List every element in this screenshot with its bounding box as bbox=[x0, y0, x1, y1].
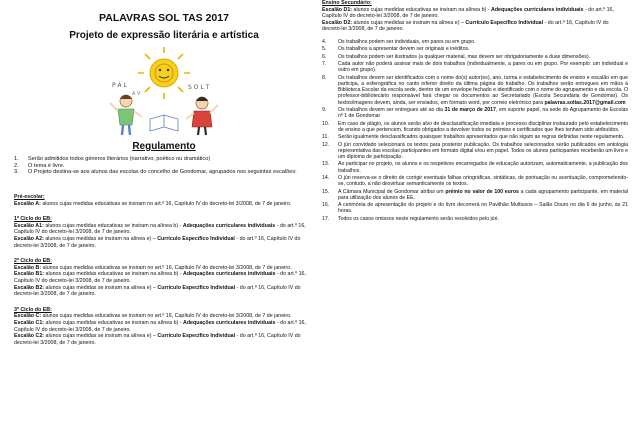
section-heading: Pré-escolar: bbox=[14, 194, 45, 201]
children-drawing-illustration bbox=[98, 45, 230, 137]
book-icon bbox=[150, 115, 178, 131]
section-secundario: Ensino Secundário: Escalão D1: alunos cujas medidas educativas se insiram na alínea b) - Adequações curriculares individuais - do art.º 16, Capítulo IV do decreto-lei 3/2008, de 7 de janeiro. Escalão D2: alunos cujas medidas se insiram na alínea e) – Currículo Específico Individual - do art.º 16, Capítulo IV do decreto-lei 3/2008, de 7 de janeiro. bbox=[322, 0, 628, 33]
list-item: 9. Os trabalhos devem ser entregues até ao dia 31 de março de 2017, em suporte papel, na sede do Agrupamento de Escolas nº 1 de Gondomar bbox=[322, 106, 628, 120]
section-ciclo1: 1º Ciclo do EB: Escalão A1: alunos cujas medidas educativas se insiram na alínea b) - Adequações curriculares individuais - do art.º 16, Capítulo IV do decreto-lei 3/2008, de 7 de janeiro. Escalão A2: alunos cujas medidas se insiram na alínea e) – Currículo Específico Individual - do art.º 16, Capítulo IV do decreto-lei 3/2008, de 7 de janeiro. bbox=[14, 216, 314, 249]
section-heading: Ensino Secundário: bbox=[322, 0, 372, 6]
left-rules-list bbox=[14, 156, 314, 176]
prize-amount: prémio no valor de 100 euros bbox=[445, 188, 519, 195]
list-item: 11. Serão igualmente desclassificados quaisquer trabalhos apresentados que não sigam as regras definidas neste regulamento. bbox=[322, 134, 625, 141]
child-left-icon bbox=[110, 95, 142, 135]
list-item: 10. Em caso de plágio, os alunos serão alvo de desclassificação imediata e processo disciplinar instaurado pelo estabelecimento de ensino a que pertencem, ficando obrigados a devolver todos os prémios e certificados que lhes tenham sido atribuídos. bbox=[322, 120, 628, 133]
section-heading: 2º Ciclo do EB: bbox=[14, 258, 52, 265]
list-item: 7. Cada autor não poderá assinar mais de dois trabalhos (individualmente, a pares ou em grupo. Por exemplo: um individual e outro em grupo). bbox=[322, 61, 628, 74]
list-item: 15. A Câmara Municipal de Gondomar atribui um prémio no valor de 100 euros a cada agrupamento participante, em material para utilização dos alunos de EE. bbox=[322, 188, 628, 201]
list-item: 16. A cerimónia de apresentação do projeto e do livro decorrerá no Pavilhão Multiusos – Salão Douro no dia 6 de junho, às 21 horas. bbox=[322, 202, 628, 215]
svg-text:P A L: P A L bbox=[112, 82, 127, 89]
section-ciclo3: 3º Ciclo do EB: Escalão C: alunos cujas medidas educativas se insiram no art.º 16, Capítulo IV do decreto-lei 3/2008, de 7 de janeiro. Escalão C1: alunos cujas medidas educativas se insiram na alínea b) - Adequações curriculares individuais - do art.º 16, Capítulo IV do decreto-lei 3/2008, de 7 de janeiro. Escalão C2: alunos cujas medidas se insiram na alínea e) – Currículo Específico Individual - do art.º 16, Capítulo IV do decreto-lei 3/2008, de 7 de janeiro. bbox=[14, 307, 314, 347]
svg-text:S O L T: S O L T bbox=[188, 84, 210, 91]
section-ciclo2: 2º Ciclo do EB: Escalão B: alunos cujas medidas educativas se insiram no art.º 16, Capítulo IV do decreto-lei 3/2008, de 7 de janeiro. Escalão B1: alunos cujas medidas educativas se insiram na alínea b) - Adequações curriculares individuais - do art.º 16, Capítulo IV do decreto-lei 3/2008, de 7 de janeiro. Escalão B2: alunos cujas medidas se insiram na alínea e) – Currículo Específico Individual - do art.º 16, Capítulo IV do decreto-lei 3/2008, de 7 de janeiro. bbox=[14, 258, 314, 298]
section-heading: 1º Ciclo do EB: bbox=[14, 216, 52, 223]
section-heading: 3º Ciclo do EB: bbox=[14, 306, 52, 313]
list-item: 4. Os trabalhos podem ser individuais, em pares ou em grupo. bbox=[322, 38, 476, 45]
list-item: 1. Serão admitidos todos géneros literários (narrativo, poético ou dramático) bbox=[14, 156, 211, 162]
list-item: 13. Ao participar no projeto, os alunos e os respetivos encarregados de educação autorizam, automaticamente, a publicação dos trabalhos. bbox=[322, 161, 628, 174]
list-item: 17. Todos os casos omissos neste regulamento serão resolvidos pelo júri. bbox=[322, 215, 499, 222]
child-right-icon bbox=[186, 97, 218, 135]
list-item: 14. O júri reserva-se o direito de corrigir eventuais falhas ortográficas, sintáticas, de pontuação ou acentuação, comprometendo-se, contudo, a não desvirtuar semanticamente os textos. bbox=[322, 174, 628, 188]
email-address: palavras.soltas.2017@gmail.com bbox=[544, 99, 626, 106]
sun-icon bbox=[138, 47, 190, 99]
right-rules-list bbox=[322, 39, 628, 222]
regulation-title: Regulamento bbox=[132, 141, 196, 152]
list-item: 6. Os trabalhos podem ser ilustrados (a qualquer material, mas devem ser obrigatoriamente a duas dimensões). bbox=[322, 53, 591, 60]
list-item: 12. O júri convidado selecionará os textos para posterior publicação. Os trabalhos selecionados serão publicados em antologia representativa das escolas participantes em formato digital e/ou em papel. Todos os alunos participantes receberão um livro e um diploma de participação. bbox=[322, 141, 628, 160]
list-item: 3. O Projeto destina-se aos alunos das escolas do concelho de Gondomar, agrupados nos seguintes escalões: bbox=[14, 169, 297, 176]
document-title: PALAVRAS SOL TAS 2017 bbox=[99, 12, 229, 24]
document-subtitle: Projeto de expressão literária e artística bbox=[69, 30, 259, 41]
left-column bbox=[14, 8, 314, 346]
deadline-date: 31 de março de 2017 bbox=[444, 106, 496, 113]
section-preescolar: Pré-escolar: Escalão A: alunos cujas medidas educativas se insiram no art.º 16, Capítulo IV do decreto-lei 3/2008, de 7 de janeiro. bbox=[14, 194, 314, 207]
list-item: 8. Os trabalhos devem ser identificados com o nome do(s) autor(es), ano, turma e estabelecimento de ensino e escalão em que participa, a esferográfica no canto inferior direito da última página do trabalho. Os trabalhos serão entregues em mãos à Biblioteca Escolar da escola sede, dentro de um envelope fechado e identificado com o nome do agrupamento e da escola. O professor-bibliotecário responsável fará chegar os documentos ao Secretariado (Escola Secundária de Gondomar). Os textos/imagens devem, ainda, ser enviados, em formato word, por correio eletrónico para palavras.soltas.2017@gmail.com bbox=[322, 74, 628, 106]
list-item: 5. Os trabalhos a apresentar devem ser originais e inéditos. bbox=[322, 46, 470, 53]
svg-text:A V: A V bbox=[132, 91, 141, 97]
right-column bbox=[322, 0, 628, 223]
list-item: 2. O tema é livre. bbox=[14, 162, 65, 169]
